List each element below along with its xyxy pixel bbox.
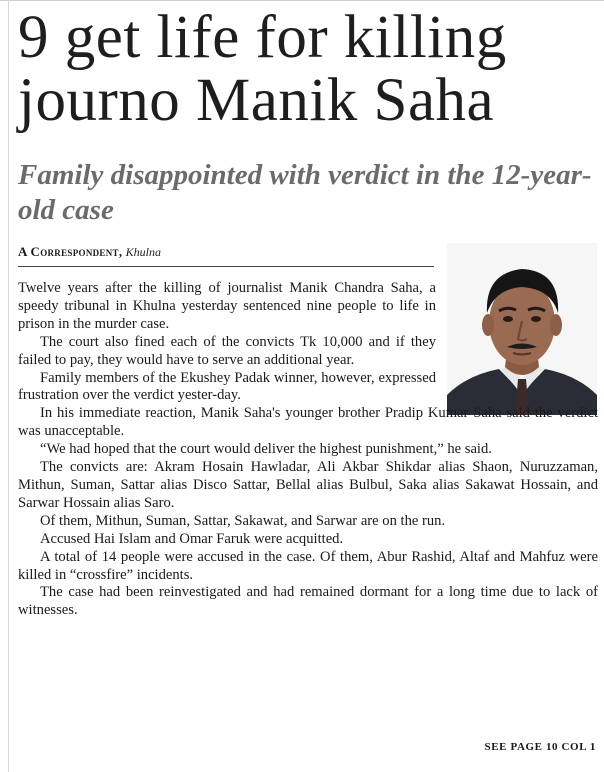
article-body — [18, 280, 598, 620]
article-paragraph: Twelve years after the killing of journalist Manik Chandra Saha, a speedy tribunal in Khulna yesterday sentenced nine people to life in prison in the murder case. — [18, 280, 436, 332]
byline-location: Khulna — [125, 245, 161, 259]
byline — [18, 244, 161, 260]
byline-divider — [18, 266, 434, 267]
left-column-rule — [8, 0, 9, 772]
headline: 9 get life for killing journo Manik Saha — [18, 4, 507, 134]
article-paragraph: The convicts are: Akram Hosain Hawladar, Ali Akbar Shikdar alias Shaon, Nuruzzaman, Mithun, Suman, Sattar alias Disco Sattar, Bellal alias Bulbul, Saka alias Sakawat Hossain, and Sarwar Hossain alias Saro. — [18, 459, 598, 511]
byline-author: A Correspondent, — [18, 244, 123, 259]
continuation-note: SEE PAGE 10 COL 1 — [484, 741, 596, 753]
article-paragraph: Accused Hai Islam and Omar Faruk were acquitted. — [40, 530, 344, 547]
article-paragraph: The case had been reinvestigated and had remained dormant for a long time due to lack of witnesses. — [18, 584, 598, 619]
top-border — [0, 0, 604, 1]
article-paragraph: Of them, Mithun, Suman, Sattar, Sakawat, and Sarwar are on the run. — [40, 512, 446, 529]
article-paragraph: Family members of the Ekushey Padak winner, however, expressed frustration over the verdict yester-day. — [18, 369, 436, 404]
subheadline: Family disappointed with verdict in the 12-year-old case — [18, 159, 592, 226]
article-paragraph: A total of 14 people were accused in the case. Of them, Abur Rashid, Altaf and Mahfuz were killed in “crossfire” incidents. — [18, 548, 598, 583]
article-paragraph: The court also fined each of the convicts Tk 10,000 and if they failed to pay, they would have to serve an additional year. — [18, 333, 436, 368]
article-paragraph: In his immediate reaction, Manik Saha's younger brother Pradip Kumar Saha said the verdict was unacceptable. — [18, 405, 598, 440]
article-paragraph: “We had hoped that the court would deliver the highest punishment,” he said. — [40, 441, 492, 458]
